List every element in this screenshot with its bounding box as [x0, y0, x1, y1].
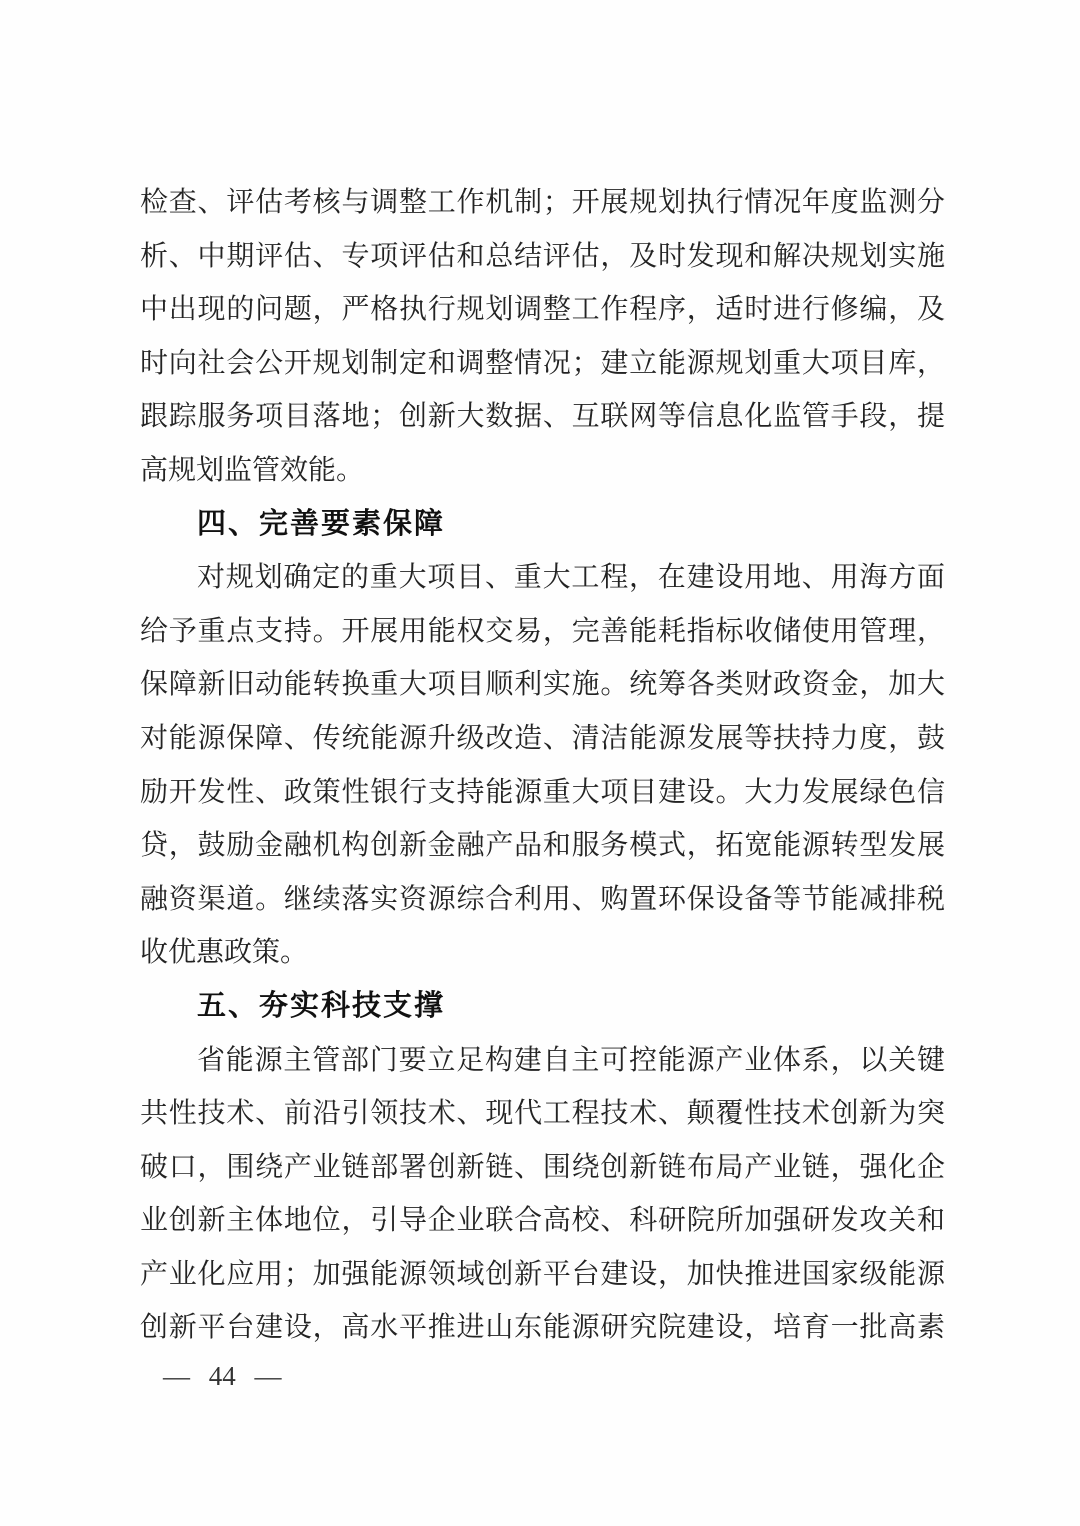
text-line: 产业化应用；加强能源领域创新平台建设，加快推进国家级能源 [140, 1258, 945, 1290]
text-line: 跟踪服务项目落地；创新大数据、互联网等信息化监管手段，提 [140, 401, 945, 433]
text-line: 中出现的问题，严格执行规划调整工作程序，适时进行修编，及 [140, 294, 945, 326]
text-line: 共性技术、前沿引领技术、现代工程技术、颠覆性技术创新为突 [140, 1098, 945, 1130]
document-lines [140, 176, 945, 1355]
section-heading: 五、夯实科技支撑 [197, 989, 446, 1022]
section-heading: 四、完善要素保障 [197, 507, 446, 540]
text-line: 高规划监管效能。 [140, 454, 365, 486]
text-line: 析、中期评估、专项评估和总结评估，及时发现和解决规划实施 [140, 240, 945, 272]
text-line: 创新平台建设，高水平推进山东能源研究院建设，培育一批高素 [140, 1312, 945, 1344]
text-line: 省能源主管部门要立足构建自主可控能源产业体系，以关键 [197, 1044, 945, 1076]
text-line: 破口，围绕产业链部署创新链、围绕创新链布局产业链，强化企 [140, 1151, 945, 1183]
text-line: 检查、评估考核与调整工作机制；开展规划执行情况年度监测分 [140, 187, 945, 218]
text-line: 给予重点支持。开展用能权交易，完善能耗指标收储使用管理， [140, 615, 945, 647]
page-number: — 44 — [163, 1361, 282, 1391]
text-line: 时向社会公开规划制定和调整情况；建立能源规划重大项目库， [140, 347, 945, 379]
text-line: 对能源保障、传统能源升级改造、清洁能源发展等扶持力度，鼓 [140, 722, 945, 754]
text-line: 融资渠道。继续落实资源综合利用、购置环保设备等节能减排税 [140, 883, 945, 915]
text-line: 对规划确定的重大项目、重大工程，在建设用地、用海方面 [197, 562, 945, 594]
text-line: 励开发性、政策性银行支持能源重大项目建设。大力发展绿色信 [140, 776, 945, 808]
text-line: 贷，鼓励金融机构创新金融产品和服务模式，拓宽能源转型发展 [140, 830, 945, 862]
text-line: 收优惠政策。 [140, 937, 309, 969]
text-line: 业创新主体地位，引导企业联合高校、科研院所加强研发攻关和 [140, 1205, 945, 1237]
text-line: 保障新旧动能转换重大项目顺利实施。统筹各类财政资金，加大 [140, 669, 945, 701]
